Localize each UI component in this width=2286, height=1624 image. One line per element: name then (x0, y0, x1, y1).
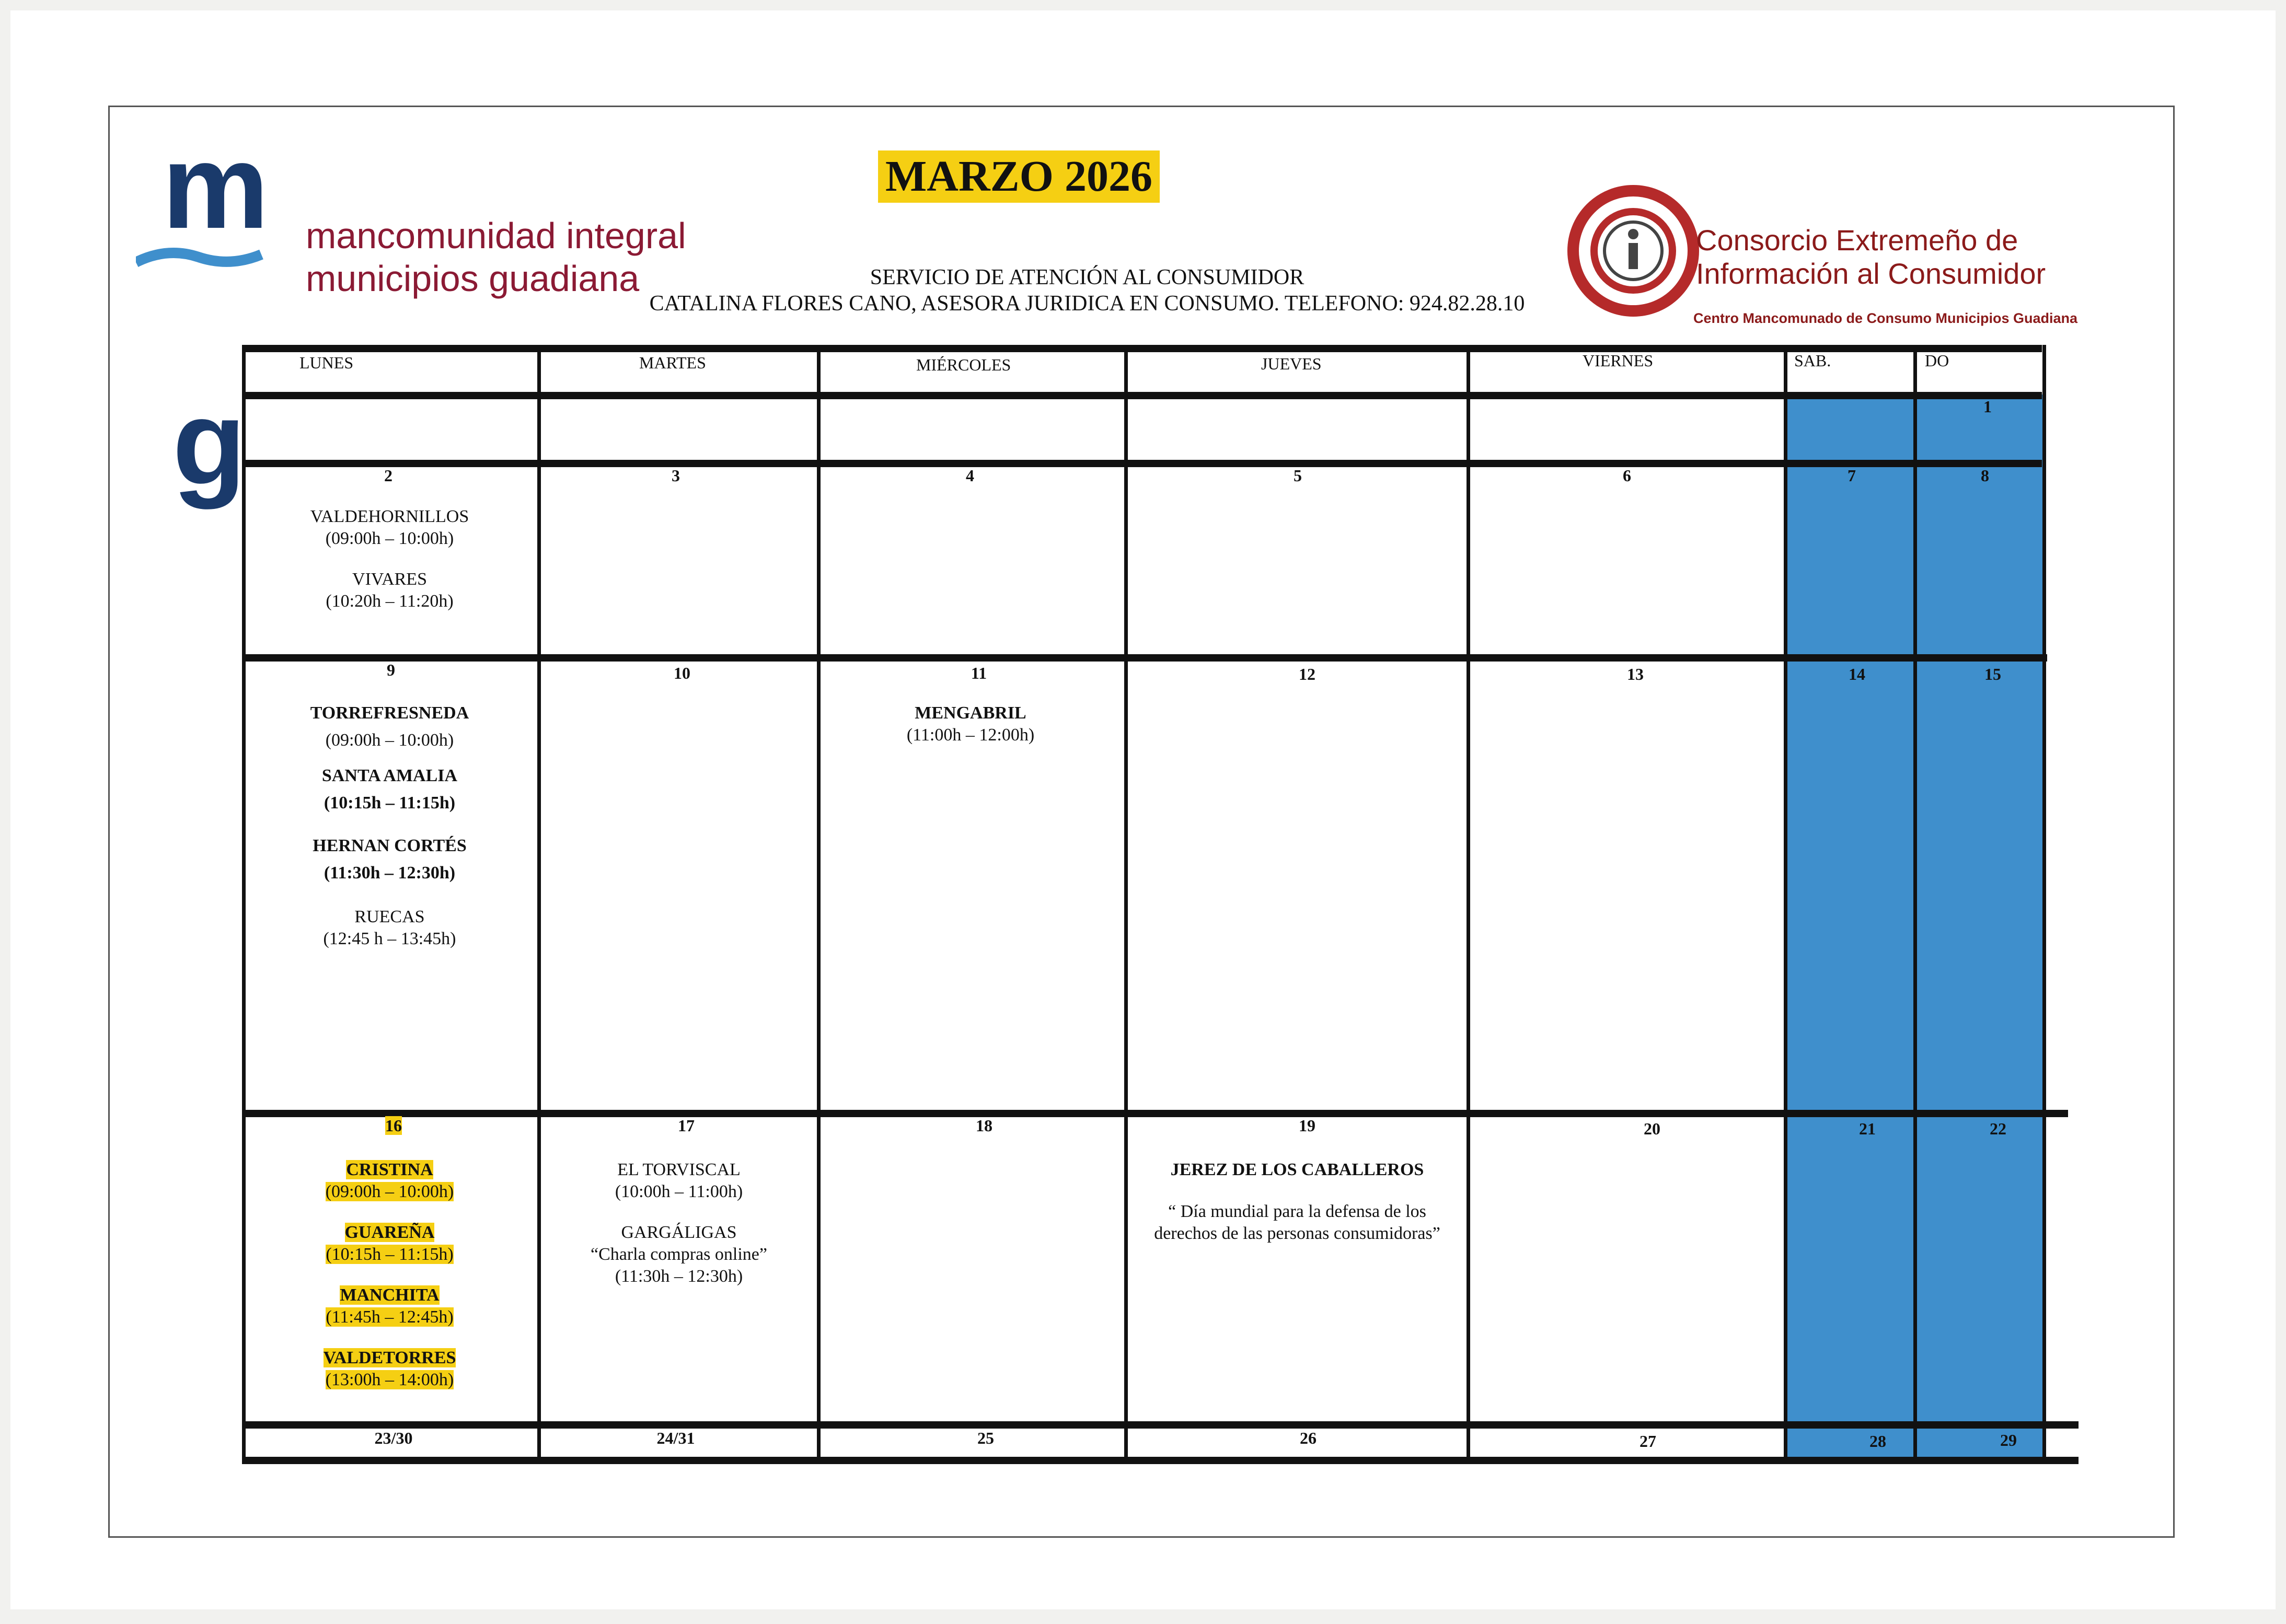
event-time: (09:00h – 10:00h) (325, 730, 454, 750)
event-time: (11:30h – 12:30h) (324, 863, 456, 883)
event-place: JEREZ DE LOS CABALLEROS (1170, 1160, 1424, 1179)
day-number: 18 (976, 1116, 992, 1135)
day-number: 14 (1849, 665, 1865, 683)
header-viernes: VIERNES (1583, 351, 1654, 370)
day-number: 6 (1623, 466, 1631, 485)
mancomunidad-logo (131, 119, 269, 509)
grid-line (242, 1110, 2068, 1117)
event-time: (13:00h – 14:00h) (325, 1370, 454, 1389)
mancomunidad-line1: mancomunidad integral (306, 215, 686, 256)
day-number: 13 (1627, 665, 1644, 683)
event-time: (09:00h – 10:00h) (325, 529, 454, 548)
event-place: MANCHITA (340, 1285, 440, 1305)
grid-line (1784, 345, 1787, 1460)
event-place: HERNAN CORTÉS (313, 836, 467, 855)
day-number: 29 (2000, 1431, 2017, 1449)
event-time: (11:45h – 12:45h) (326, 1307, 454, 1327)
event-time: (09:00h – 10:00h) (325, 1182, 454, 1201)
day-number: 2 (384, 466, 392, 485)
day-number: 23/30 (374, 1429, 413, 1447)
day-number: 27 (1640, 1432, 1656, 1451)
day-number: 25 (977, 1429, 994, 1447)
event-time: (11:30h – 12:30h) (615, 1267, 743, 1286)
event-note: derechos de las personas consumidoras” (1154, 1224, 1440, 1243)
logo-letter-m: m (162, 119, 269, 253)
event-place: VALDEHORNILLOS (310, 507, 469, 526)
event-place: CRISTINA (346, 1160, 433, 1179)
header-do: DO (1925, 351, 1949, 370)
calendar-grid (242, 345, 2079, 1460)
event-place: RUECAS (354, 907, 425, 926)
logo-letter-g: g (172, 375, 246, 509)
grid-line (1467, 345, 1470, 1460)
day-number: 1 (1983, 397, 1992, 416)
consorcio-name (1696, 224, 2046, 291)
grid-line (242, 345, 2042, 352)
consorcio-subline: Centro Mancomunado de Consumo Municipios Guadiana (1693, 310, 2078, 326)
event-place: VALDETORRES (323, 1348, 456, 1367)
day-number: 22 (1990, 1119, 2006, 1138)
event-place: MENGABRIL (915, 703, 1026, 723)
day-number: 26 (1300, 1429, 1317, 1447)
grid-line (2042, 345, 2046, 1460)
document-sheet (10, 10, 2276, 1609)
event-list-thu19 (1128, 1159, 1467, 1245)
consorcio-line2: Información al Consumidor (1696, 257, 2046, 290)
wave-icon (136, 241, 293, 283)
grid-line (242, 1421, 2079, 1429)
day-number: 5 (1294, 466, 1302, 485)
grid-line (1913, 345, 1917, 1460)
event-place: EL TORVISCAL (617, 1160, 741, 1179)
event-list-mon2 (247, 506, 532, 612)
grid-line (242, 1457, 2079, 1464)
page-title: MARZO 2026 (878, 150, 1160, 203)
day-number: 17 (678, 1116, 695, 1135)
day-number: 7 (1848, 466, 1856, 485)
grid-line (242, 460, 2042, 467)
day-number: 11 (971, 664, 987, 682)
header-lunes: LUNES (299, 353, 354, 372)
event-time: (10:15h – 11:15h) (326, 1245, 454, 1264)
day-number: 10 (674, 664, 690, 682)
info-ring-icon (1565, 183, 1701, 319)
event-list-tue17 (541, 1159, 817, 1287)
day-number: 20 (1644, 1119, 1660, 1138)
event-time: (10:00h – 11:00h) (615, 1182, 743, 1201)
event-note: “Charla compras online” (591, 1245, 767, 1264)
event-place: TORREFRESNEDA (310, 703, 469, 723)
event-place: SANTA AMALIA (321, 766, 458, 785)
day-number: 24/31 (656, 1429, 695, 1447)
subtitle-line2: CATALINA FLORES CANO, ASESORA JURIDICA EN CONSUMO. TELEFONO: 924.82.28.10 (649, 292, 1525, 316)
event-list-mon9 (247, 702, 532, 950)
grid-line (242, 392, 2042, 399)
event-place: GARGÁLIGAS (621, 1223, 737, 1242)
day-number: 9 (387, 660, 395, 679)
header-jueves: JUEVES (1261, 354, 1322, 373)
grid-line (242, 345, 246, 1460)
consorcio-line1: Consorcio Extremeño de (1696, 224, 2018, 257)
event-time: (10:15h – 11:15h) (324, 793, 456, 813)
event-note: “ Día mundial para la defensa de los (1168, 1202, 1426, 1221)
header-miercoles: MIÉRCOLES (916, 355, 1011, 374)
grid-line (537, 345, 541, 1460)
event-time: (11:00h – 12:00h) (906, 725, 1035, 745)
subtitle (538, 264, 1636, 317)
event-list-wed11 (822, 702, 1119, 746)
grid-line (242, 654, 2047, 662)
day-number: 4 (966, 466, 974, 485)
day-number: 21 (1859, 1119, 1876, 1138)
event-time: (12:45 h – 13:45h) (323, 929, 456, 948)
day-number: 16 (385, 1116, 402, 1135)
day-number: 3 (672, 466, 680, 485)
event-place: GUAREÑA (344, 1223, 435, 1242)
event-time: (10:20h – 11:20h) (326, 591, 454, 611)
consorcio-logo (1565, 183, 2172, 340)
header-martes: MARTES (639, 353, 706, 372)
day-number: 8 (1981, 466, 1989, 485)
mancomunidad-line2: municipios guadiana (306, 258, 640, 299)
event-place: VIVARES (352, 570, 427, 589)
subtitle-line1: SERVICIO DE ATENCIÓN AL CONSUMIDOR (870, 265, 1304, 289)
day-number: 12 (1299, 665, 1315, 683)
grid-line (817, 345, 821, 1460)
day-number: 15 (1984, 665, 2001, 683)
header-sab: SAB. (1794, 351, 1831, 370)
grid-line (1124, 345, 1128, 1460)
day-number: 28 (1869, 1432, 1886, 1451)
event-list-mon16 (247, 1159, 532, 1391)
day-number: 19 (1299, 1116, 1315, 1135)
